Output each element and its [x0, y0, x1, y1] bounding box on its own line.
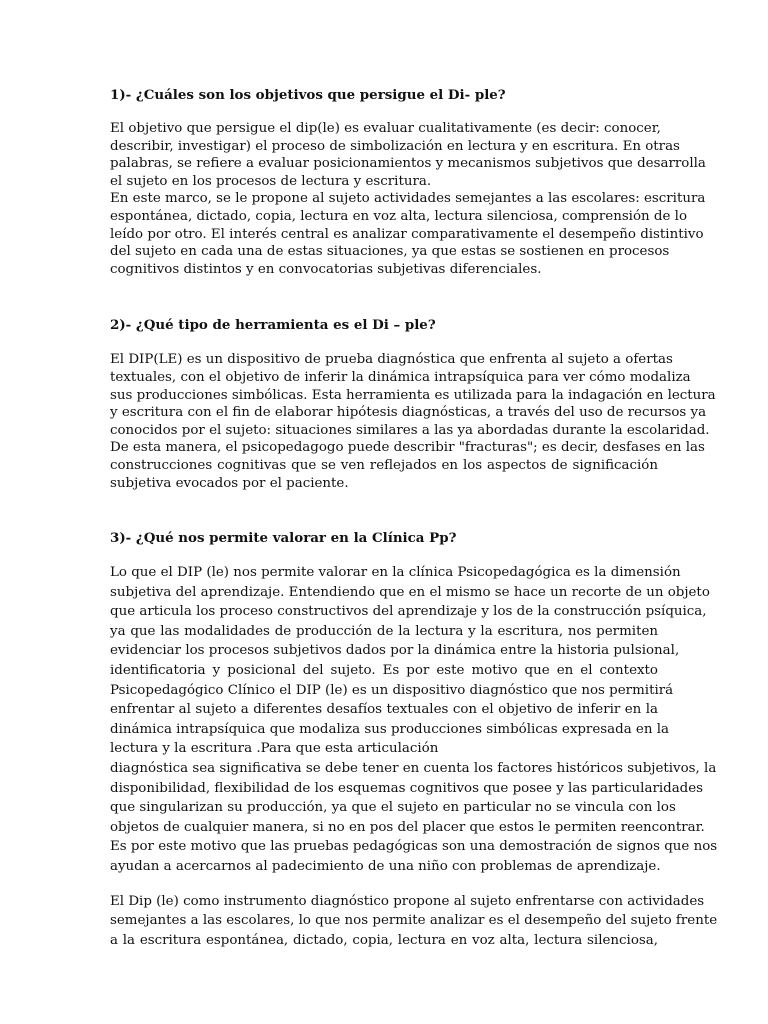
answer-3-paragraph-2: [110, 892, 718, 951]
paragraph-line: El DIP(LE) es un dispositivo de prueba diagnóstica que enfrenta al sujeto a ofertas: [110, 352, 673, 368]
paragraph-line: cognitivos distintos y en convocatorias subjetivas diferenciales.: [110, 261, 542, 277]
paragraph-line: del sujeto en cada una de estas situaciones, ya que estas se sostienen en procesos: [110, 244, 670, 260]
paragraph-line: subjetiva del aprendizaje. Entendiendo que en el mismo se hace un recorte de un objeto: [110, 584, 710, 600]
paragraph-line: evidenciar los procesos subjetivos dados por la dinámica entre la historia pulsional,: [110, 643, 680, 659]
answer-2-paragraph: [110, 351, 716, 492]
answer-1-paragraph: [110, 120, 706, 278]
paragraph-line: Lo que el DIP (le) nos permite valorar en la clínica Psicopedagógica es la dimensión: [110, 565, 681, 581]
paragraph-line: El Dip (le) como instrumento diagnóstico propone al sujeto enfrentarse con actividades: [110, 893, 705, 909]
paragraph-line: disponibilidad, flexibilidad de los esquemas cognitivos que posee y las particularidades: [110, 780, 704, 796]
paragraph-line: [110, 739, 658, 759]
paragraph-line: dinámica intrapsíquica que modaliza sus producciones simbólicas expresada en la: [110, 721, 670, 737]
paragraph-line: describir, investigar) el proceso de simbolización en lectura y en escritura. En otras: [110, 138, 680, 154]
paragraph-line: a la escritura espontánea, dictado, copia, lectura en voz alta, lectura silenciosa,: [110, 932, 658, 948]
line-fragment: lectura y la escritura .: [110, 741, 261, 757]
paragraph-line: ya que las modalidades de producción de la lectura y la escritura, nos permiten: [110, 623, 658, 639]
paragraph-line: semejantes a las escolares, lo que nos permite analizar es el desempeño del sujeto frente: [110, 913, 718, 929]
answer-3-paragraph-1: [110, 563, 718, 877]
question-3-heading: 3)- ¿Qué nos permite valorar en la Clínica Pp?: [110, 530, 457, 547]
paragraph-line: y escritura con el fin de elaborar hipótesis diagnósticas, a través del uso de recursos ya: [110, 405, 707, 421]
question-2-heading: 2)- ¿Qué tipo de herramienta es el Di – ple?: [110, 317, 436, 334]
paragraph-line: objetos de cualquier manera, si no en pos del placer que estos le permiten reencontrar.: [110, 819, 705, 835]
paragraph-line: Psicopedagógico Clínico el DIP (le) es un dispositivo diagnóstico que nos permitirá: [110, 682, 674, 698]
paragraph-line: conocidos por el sujeto: situaciones similares a las ya abordadas durante la escolaridad.: [110, 422, 710, 438]
paragraph-line: palabras, se refiere a evaluar posicionamientos y mecanismos subjetivos que desarrolla: [110, 156, 706, 172]
paragraph-line: que articula los proceso constructivos del aprendizaje y los de la construcción psíquica,: [110, 604, 707, 620]
paragraph-line: El objetivo que persigue el dip(le) es evaluar cualitativamente (es decir: conocer,: [110, 121, 661, 136]
line-fragment: Para que esta articulación: [260, 741, 439, 757]
paragraph-line: construcciones cognitivas que se ven reflejados en los aspectos de significación: [110, 457, 658, 473]
question-1-heading: 1)- ¿Cuáles son los objetivos que persigue el Di- ple?: [110, 87, 506, 103]
paragraph-line: diagnóstica sea significativa se debe tener en cuenta los factores históricos subjetivos, la: [110, 761, 717, 777]
paragraph-line: ayudan a acercarnos al padecimiento de una niño con problemas de aprendizaje.: [110, 859, 661, 874]
paragraph-line: leído por otro. El interés central es analizar comparativamente el desempeño distintivo: [110, 226, 704, 242]
paragraph-line: espontánea, dictado, copia, lectura en voz alta, lectura silenciosa, comprensión de lo: [110, 208, 688, 224]
paragraph-line: En este marco, se le propone al sujeto actividades semejantes a las escolares: escritura: [110, 191, 706, 207]
paragraph-line: De esta manera, el psicopedagogo puede describir "fracturas"; es decir, desfases en las: [110, 440, 705, 456]
paragraph-line: que singularizan su producción, ya que el sujeto en particular no se vincula con los: [110, 800, 676, 816]
paragraph-line: subjetiva evocados por el paciente.: [110, 475, 349, 491]
paragraph-line: identificatoria y posicional del sujeto. Es por este motivo que en el contexto: [110, 663, 658, 679]
paragraph-line: el sujeto en los procesos de lectura y escritura.: [110, 173, 432, 189]
paragraph-line: textuales, con el objetivo de inferir la dinámica intrapsíquica para ver cómo modaliza: [110, 369, 691, 385]
paragraph-line: sus producciones simbólicas. Esta herramienta es utilizada para la indagación en lectura: [110, 387, 716, 403]
paragraph-line: Es por este motivo que las pruebas pedagógicas son una demostración de signos que nos: [110, 839, 718, 855]
paragraph-line: enfrentar al sujeto a diferentes desafíos textuales con el objetivo de inferir en la: [110, 702, 658, 718]
